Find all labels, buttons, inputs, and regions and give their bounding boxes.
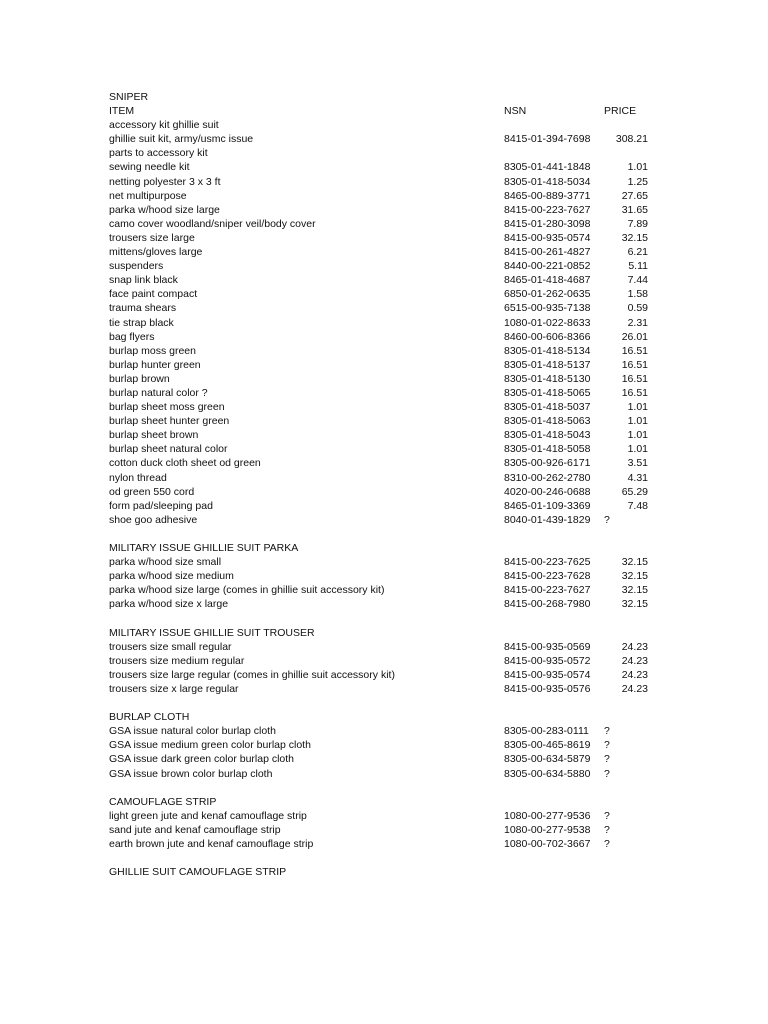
item-nsn: 8305-01-418-5134: [504, 344, 591, 357]
table-row: [109, 682, 669, 696]
item-nsn: 8415-00-268-7980: [504, 598, 591, 611]
item-nsn: 8305-01-418-5058: [504, 443, 591, 456]
item-name: GSA issue medium green color burlap cloth: [109, 739, 311, 752]
table-row: [109, 809, 669, 823]
item-price: 7.89: [627, 217, 648, 230]
item-price: 26.01: [621, 330, 648, 343]
table-row: [109, 456, 669, 470]
item-name: mittens/gloves large: [109, 246, 203, 259]
item-price: 16.51: [621, 358, 648, 371]
table-row: [109, 668, 669, 682]
section-spacer: [109, 696, 669, 710]
item-nsn: 1080-01-022-8633: [504, 316, 591, 329]
item-price: 1.01: [627, 429, 648, 442]
item-name: net multipurpose: [109, 189, 187, 202]
section-heading-row: [109, 865, 669, 879]
table-row: [109, 160, 669, 174]
table-row: [109, 555, 669, 569]
item-price: ?: [604, 725, 610, 738]
table-row: [109, 344, 669, 358]
item-name: snap link black: [109, 274, 178, 287]
table-row: [109, 767, 669, 781]
item-name: netting polyester 3 x 3 ft: [109, 175, 221, 188]
item-nsn: 8440-00-221-0852: [504, 260, 591, 273]
table-row: [109, 273, 669, 287]
item-nsn: 8305-01-418-5130: [504, 372, 591, 385]
item-price: 2.31: [627, 316, 648, 329]
item-price: 1.01: [627, 161, 648, 174]
item-nsn: 8305-00-634-5879: [504, 753, 591, 766]
item-name: burlap moss green: [109, 344, 196, 357]
item-name: sewing needle kit: [109, 161, 190, 174]
item-name: parka w/hood size medium: [109, 570, 234, 583]
item-nsn: 8305-00-283-0111: [504, 725, 589, 738]
item-price: 6.21: [627, 246, 648, 259]
item-name: camo cover woodland/sniper veil/body cover: [109, 217, 316, 230]
item-nsn: 8415-01-394-7698: [504, 133, 591, 146]
item-nsn: 1080-00-277-9536: [504, 809, 591, 822]
item-price: 32.15: [621, 231, 648, 244]
item-price: 3.51: [627, 457, 648, 470]
table-row: [109, 189, 669, 203]
item-price: 1.58: [627, 288, 648, 301]
table-row: [109, 231, 669, 245]
column-header-nsn: NSN: [504, 105, 527, 118]
item-price: 24.23: [621, 640, 648, 653]
item-price: 1.25: [627, 175, 648, 188]
item-price: 308.21: [615, 133, 648, 146]
section-heading: MILITARY ISSUE GHILLIE SUIT PARKA: [109, 542, 299, 554]
table-row: [109, 386, 669, 400]
item-name: light green jute and kenaf camouflage strip: [109, 809, 307, 822]
item-nsn: 8415-00-223-7625: [504, 556, 591, 569]
section-spacer: [109, 851, 669, 865]
item-price: 31.65: [621, 203, 648, 216]
item-name: parka w/hood size large: [109, 203, 220, 216]
item-price: 1.01: [627, 415, 648, 428]
table-row: [109, 175, 669, 189]
item-name: burlap sheet moss green: [109, 401, 225, 414]
section-heading-row: [109, 541, 669, 555]
item-name: burlap sheet hunter green: [109, 415, 230, 428]
section-spacer: [109, 781, 669, 795]
table-row: [109, 287, 669, 301]
item-price: 1.01: [627, 401, 648, 414]
item-name: suspenders: [109, 260, 164, 273]
item-nsn: 8310-00-262-2780: [504, 471, 591, 484]
section-heading: GHILLIE SUIT CAMOUFLAGE STRIP: [109, 866, 287, 879]
table-row: [109, 400, 669, 414]
item-name: tie strap black: [109, 316, 174, 329]
item-nsn: 8415-00-261-4827: [504, 246, 591, 259]
item-price: ?: [604, 753, 610, 766]
table-row: [109, 837, 669, 851]
item-price: 32.15: [621, 584, 648, 597]
item-price: 16.51: [621, 386, 648, 399]
item-nsn: 8415-00-935-0576: [504, 682, 591, 695]
item-price: 27.65: [621, 189, 648, 202]
item-nsn: 8465-00-889-3771: [504, 189, 591, 202]
item-price: 65.29: [621, 485, 648, 498]
item-name: sand jute and kenaf camouflage strip: [109, 823, 281, 836]
sections-container: [109, 118, 669, 879]
table-row: [109, 583, 669, 597]
table-row: [109, 471, 669, 485]
section-heading: BURLAP CLOTH: [109, 711, 190, 724]
item-price: ?: [604, 837, 610, 850]
table-row: [109, 569, 669, 583]
item-nsn: 8305-01-441-1848: [504, 161, 591, 174]
table-row: [109, 513, 669, 527]
item-name: trousers size large: [109, 231, 195, 244]
item-nsn: 8305-01-418-5063: [504, 415, 591, 428]
item-price: 32.15: [621, 598, 648, 611]
item-nsn: 8415-00-935-0574: [504, 668, 591, 681]
item-nsn: 8305-00-465-8619: [504, 739, 591, 752]
item-name: accessory kit ghillie suit: [109, 119, 219, 132]
table-row: [109, 823, 669, 837]
item-nsn: 6850-01-262-0635: [504, 288, 591, 301]
item-nsn: 8415-00-935-0572: [504, 654, 591, 667]
item-name: GSA issue brown color burlap cloth: [109, 767, 273, 780]
item-price: 24.23: [621, 682, 648, 695]
item-name: trousers size small regular: [109, 640, 232, 653]
item-nsn: 8305-01-418-5034: [504, 175, 591, 188]
item-nsn: 8040-01-439-1829: [504, 513, 591, 526]
column-header-row: [109, 104, 669, 118]
item-nsn: 6515-00-935-7138: [504, 302, 591, 315]
item-nsn: 8415-00-223-7628: [504, 570, 591, 583]
table-row: [109, 118, 669, 132]
item-price: 32.15: [621, 570, 648, 583]
section-heading-row: [109, 710, 669, 724]
item-name: parka w/hood size large (comes in ghillie suit accessory kit): [109, 584, 385, 597]
item-nsn: 8415-00-223-7627: [504, 203, 591, 216]
item-name: earth brown jute and kenaf camouflage strip: [109, 837, 314, 850]
table-row: [109, 203, 669, 217]
table-row: [109, 738, 669, 752]
item-name: shoe goo adhesive: [109, 513, 198, 526]
table-row: [109, 597, 669, 611]
item-nsn: 4020-00-246-0688: [504, 485, 591, 498]
item-nsn: 1080-00-277-9538: [504, 823, 591, 836]
item-price: 1.01: [627, 443, 648, 456]
item-price: 0.59: [627, 302, 648, 315]
item-price: 5.11: [628, 260, 648, 273]
section-heading: CAMOUFLAGE STRIP: [109, 795, 217, 808]
item-nsn: 8415-00-935-0574: [504, 231, 591, 244]
item-name: trousers size medium regular: [109, 654, 245, 667]
item-price: ?: [604, 767, 610, 780]
item-name: bag flyers: [109, 330, 155, 343]
table-row: [109, 485, 669, 499]
item-nsn: 8305-01-418-5043: [504, 429, 591, 442]
item-price: ?: [604, 739, 610, 752]
item-name: GSA issue dark green color burlap cloth: [109, 753, 295, 766]
item-nsn: 8305-00-926-6171: [504, 457, 591, 470]
item-price: 24.23: [621, 668, 648, 681]
item-price: 7.44: [627, 274, 648, 287]
section-heading-row: [109, 795, 669, 809]
item-name: burlap sheet natural color: [109, 443, 228, 456]
section-spacer: [109, 611, 669, 625]
table-row: [109, 654, 669, 668]
table-row: [109, 301, 669, 315]
item-name: trousers size large regular (comes in ghillie suit accessory kit): [109, 668, 395, 681]
item-name: burlap hunter green: [109, 358, 201, 371]
section-spacer: [109, 527, 669, 541]
item-nsn: 8305-00-634-5880: [504, 767, 591, 780]
table-row: [109, 414, 669, 428]
item-price: 24.23: [621, 654, 648, 667]
item-price: ?: [604, 823, 610, 836]
item-name: burlap natural color ?: [109, 386, 208, 399]
item-name: face paint compact: [109, 288, 198, 301]
item-price: 16.51: [621, 344, 648, 357]
item-name: parka w/hood size x large: [109, 598, 229, 611]
table-row: [109, 316, 669, 330]
table-row: [109, 640, 669, 654]
item-name: GSA issue natural color burlap cloth: [109, 725, 276, 738]
item-price: 4.31: [627, 471, 648, 484]
table-row: [109, 428, 669, 442]
table-row: [109, 499, 669, 513]
item-name: trauma shears: [109, 302, 177, 315]
table-row: [109, 146, 669, 160]
item-price: 16.51: [621, 372, 648, 385]
document-title-row: [109, 90, 669, 104]
item-name: nylon thread: [109, 471, 167, 484]
item-name: cotton duck cloth sheet od green: [109, 457, 261, 470]
table-row: [109, 217, 669, 231]
item-nsn: 8305-01-418-5037: [504, 401, 591, 414]
item-nsn: 8415-00-935-0569: [504, 640, 591, 653]
item-name: burlap sheet brown: [109, 429, 199, 442]
column-header-item: ITEM: [109, 105, 135, 118]
item-price: ?: [604, 513, 610, 526]
table-row: [109, 259, 669, 273]
item-price: ?: [604, 809, 610, 822]
column-header-price: PRICE: [604, 105, 637, 118]
item-price: 7.48: [627, 499, 648, 512]
section-heading: MILITARY ISSUE GHILLIE SUIT TROUSER: [109, 626, 315, 639]
item-nsn: 8415-01-280-3098: [504, 217, 591, 230]
item-name: burlap brown: [109, 372, 170, 385]
item-price: 32.15: [621, 556, 648, 569]
section-heading-row: [109, 626, 669, 640]
item-nsn: 1080-00-702-3667: [504, 837, 591, 850]
item-name: parts to accessory kit: [109, 147, 208, 160]
item-name: parka w/hood size small: [109, 556, 222, 569]
table-row: [109, 245, 669, 259]
item-name: od green 550 cord: [109, 485, 195, 498]
item-name: form pad/sleeping pad: [109, 499, 213, 512]
document-title: SNIPER: [109, 91, 149, 103]
item-nsn: 8305-01-418-5065: [504, 386, 591, 399]
table-row: [109, 724, 669, 738]
item-nsn: 8460-00-606-8366: [504, 330, 591, 343]
table-row: [109, 330, 669, 344]
item-nsn: 8465-01-418-4687: [504, 274, 591, 287]
table-row: [109, 358, 669, 372]
table-row: [109, 372, 669, 386]
item-nsn: 8305-01-418-5137: [504, 358, 591, 371]
price-list: [109, 90, 669, 879]
item-name: trousers size x large regular: [109, 682, 239, 695]
item-nsn: 8415-00-223-7627: [504, 584, 591, 597]
table-row: [109, 442, 669, 456]
item-nsn: 8465-01-109-3369: [504, 499, 591, 512]
table-row: [109, 752, 669, 766]
item-name: ghillie suit kit, army/usmc issue: [109, 133, 254, 146]
table-row: [109, 132, 669, 146]
